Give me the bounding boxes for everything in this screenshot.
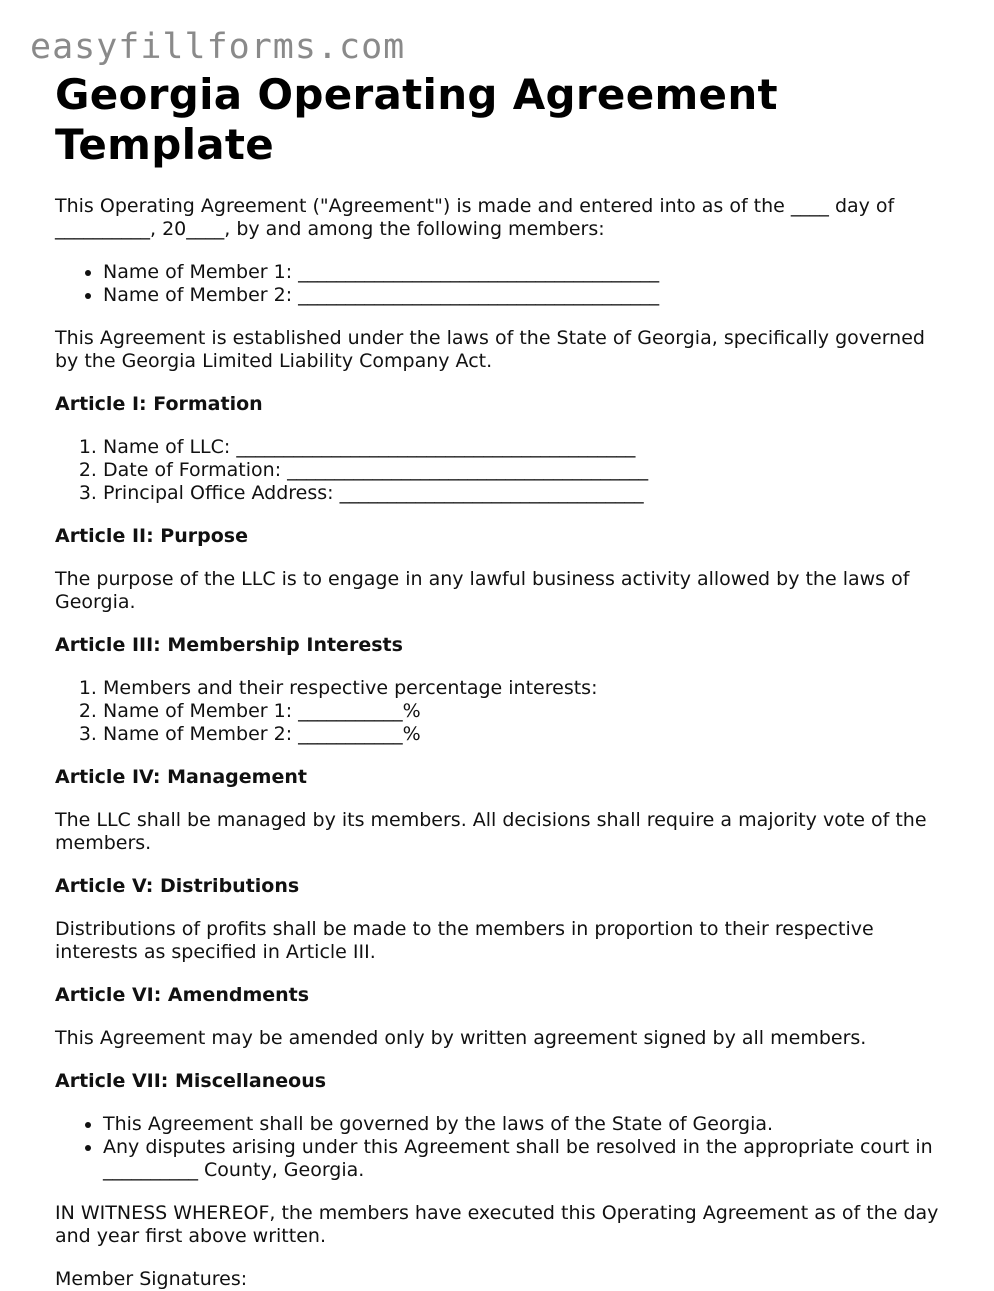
list-item: 3. Name of Member 2: ___________% bbox=[103, 723, 945, 746]
article-7-heading: Article VII: Miscellaneous bbox=[55, 1070, 327, 1092]
list-item: 3. Principal Office Address: ________________________________ bbox=[103, 482, 945, 505]
members-list bbox=[55, 261, 945, 307]
law-statement: This Agreement is established under the laws of the State of Georgia, specifically governed by the Georgia Limited Liability Company Act. bbox=[55, 327, 925, 372]
list-item: • Any disputes arising under this Agreement shall be resolved in the appropriate court in __________ County, Georgia. bbox=[103, 1136, 945, 1182]
witness-paragraph: IN WITNESS WHEREOF, the members have executed this Operating Agreement as of the day and year first above written. bbox=[55, 1202, 939, 1247]
list-item: 2. Date of Formation: ______________________________________ bbox=[103, 459, 945, 482]
list-item: • Name of Member 1: ______________________________________ bbox=[103, 261, 945, 284]
article-1-heading: Article I: Formation bbox=[55, 393, 263, 415]
article-3-heading: Article III: Membership Interests bbox=[55, 634, 403, 656]
article-6-heading: Article VI: Amendments bbox=[55, 984, 310, 1006]
list-item: 1. Members and their respective percentage interests: bbox=[103, 677, 945, 700]
document-title: Georgia Operating Agreement Template bbox=[55, 70, 778, 169]
signatures-label: Member Signatures: bbox=[55, 1268, 248, 1290]
list-item: • Name of Member 2: ______________________________________ bbox=[103, 284, 945, 307]
article-4-heading: Article IV: Management bbox=[55, 766, 307, 788]
article-3-list bbox=[55, 677, 945, 746]
list-item: 1. Name of LLC: __________________________________________ bbox=[103, 436, 945, 459]
article-2-heading: Article II: Purpose bbox=[55, 525, 248, 547]
list-item: 2. Name of Member 1: ___________% bbox=[103, 700, 945, 723]
article-5-text: Distributions of profits shall be made to the members in proportion to their respective interests as specified in Article III. bbox=[55, 918, 874, 963]
article-4-text: The LLC shall be managed by its members. All decisions shall require a majority vote of the members. bbox=[55, 809, 927, 854]
article-1-list bbox=[55, 436, 945, 505]
article-2-text: The purpose of the LLC is to engage in any lawful business activity allowed by the laws of Georgia. bbox=[55, 568, 910, 613]
intro-paragraph: This Operating Agreement ("Agreement") is made and entered into as of the ____ day of __________, 20____, by and among the following members: bbox=[55, 195, 895, 240]
article-7-list bbox=[55, 1113, 945, 1182]
article-5-heading: Article V: Distributions bbox=[55, 875, 300, 897]
watermark: easyfillforms.com bbox=[30, 27, 406, 67]
document-page bbox=[55, 70, 945, 1291]
list-item: • This Agreement shall be governed by the laws of the State of Georgia. bbox=[103, 1113, 945, 1136]
article-6-text: This Agreement may be amended only by written agreement signed by all members. bbox=[55, 1027, 867, 1049]
